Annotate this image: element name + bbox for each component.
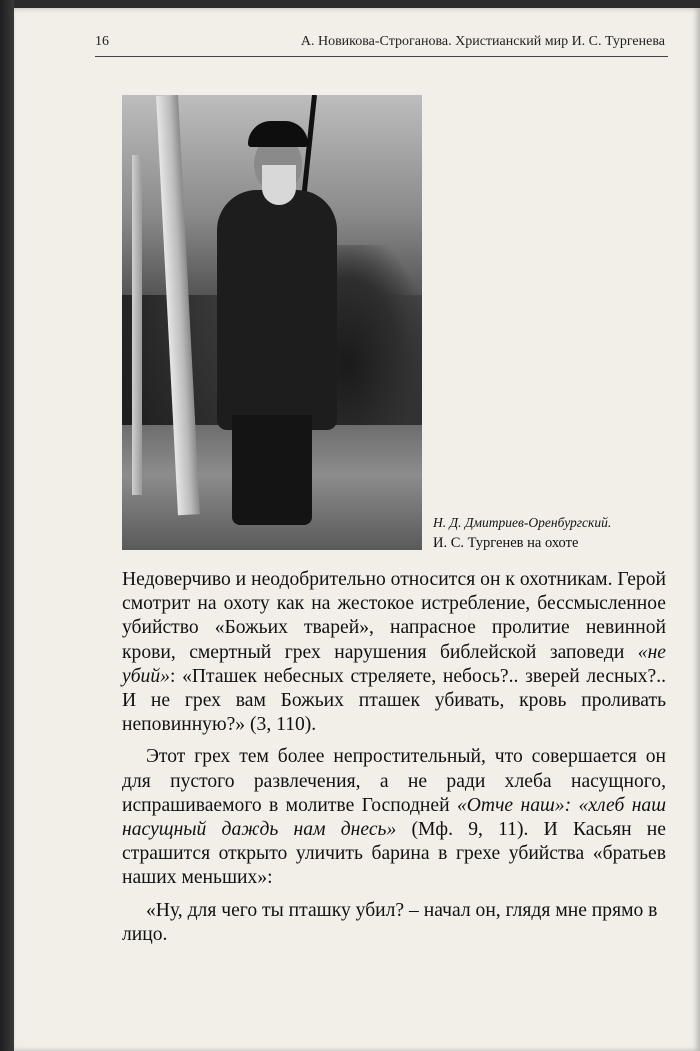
running-header	[95, 34, 665, 50]
running-title: А. Новикова-Строганова. Христианский мир И. С. Тургенева	[300, 34, 665, 49]
illustration-figure-hat	[248, 121, 308, 147]
caption-author: Н. Д. Дмитриев-Оренбургский.	[433, 515, 612, 530]
illustration-birch-small	[132, 155, 142, 495]
illustration-figure-legs	[232, 415, 312, 525]
paragraph-2-emphasis: «Отче наш»: «хлеб наш насущный даждь нам днесь»	[122, 794, 667, 841]
paragraph-3-text: «Ну, для чего ты пташку убил? – начал он, глядя мне прямо в лицо.	[122, 899, 658, 945]
page-number: 16	[95, 34, 109, 49]
paragraph-1	[122, 568, 666, 737]
paragraph-1-text-b: : «Пташек небесных стреляете, небось?.. зверей лесных?.. И не грех вам Божьих пташек убивать, кровь проливать неповинную?» (3, 110).	[122, 665, 666, 736]
illustration-figure-beard	[262, 165, 296, 205]
header-rule	[95, 56, 668, 57]
paragraph-1-emphasis: «не убий»	[122, 641, 666, 687]
body-text	[122, 568, 666, 947]
paragraph-3	[122, 899, 666, 947]
paragraph-2	[122, 745, 666, 890]
figure-caption	[433, 513, 663, 553]
paragraph-1-text-a: Недоверчиво и неодобрительно относится он к охотникам. Герой смотрит на охоту как на жестокое истребление, бессмысленное убийство «Божьих тварей», напрасное пролитие невинной крови, смертный грех нарушения библейской заповеди	[122, 569, 666, 663]
portrait-illustration	[122, 95, 422, 550]
paragraph-2-text-a: Этот грех тем более непростительный, что совершается он для пустого развлечения, а не ради хлеба насущного, испрашиваемого в молитве Господней	[122, 746, 666, 816]
caption-title: И. С. Тургенев на охоте	[433, 535, 579, 551]
illustration-figure-body	[217, 190, 337, 430]
page-left-edge	[0, 0, 14, 1051]
paragraph-2-text-b: (Мф. 9, 11). И Касьян не страшится открыто уличить барина в грехе убийства «братьев наших меньших»:	[122, 819, 666, 889]
